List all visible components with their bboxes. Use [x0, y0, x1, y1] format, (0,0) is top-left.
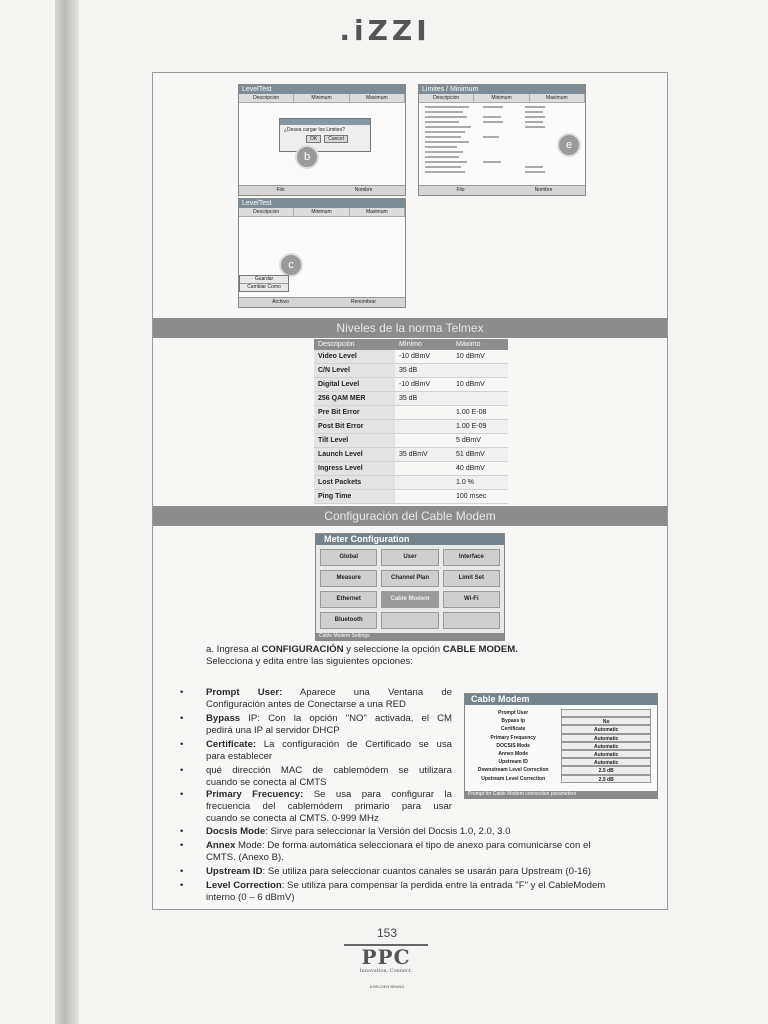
- footer-name[interactable]: Nombre: [534, 187, 553, 193]
- table-cell: 35 dB: [395, 392, 452, 406]
- cable-modem-title: Cable Modem: [465, 694, 657, 705]
- footer-file[interactable]: Filo: [456, 187, 465, 193]
- callout-marker: b: [295, 145, 319, 169]
- table-row: [314, 476, 508, 490]
- meter-button[interactable]: Channel Plan: [381, 570, 438, 587]
- context-menu: [239, 275, 289, 292]
- table-cell: 5 dBmV: [452, 434, 508, 448]
- table-cell: 10 dBmV: [452, 378, 508, 392]
- col-maximum: Maximum: [350, 94, 405, 102]
- cable-modem-row: [465, 750, 657, 758]
- setting-label: DOCSIS Mode: [496, 742, 530, 749]
- meter-button[interactable]: Wi-Fi: [443, 591, 500, 608]
- meter-configuration-panel: [315, 533, 505, 641]
- meter-button[interactable]: Interface: [443, 549, 500, 566]
- option-description: Mode: De forma automática seleccionara el tipo de anexo para comunicarse con el: [235, 840, 591, 851]
- setting-value[interactable]: 2.5 dB: [561, 775, 651, 783]
- cable-modem-rows: [465, 709, 657, 783]
- meter-button[interactable]: Cable Modem: [381, 591, 438, 608]
- menu-item-save-as[interactable]: Cambiar Como: [247, 284, 281, 290]
- meter-title: Meter Configuration: [316, 534, 504, 545]
- table-row: [314, 462, 508, 476]
- table-cell: [395, 490, 452, 504]
- meter-button[interactable]: Global: [320, 549, 377, 566]
- setting-label: Certificate: [500, 726, 526, 733]
- cancel-button[interactable]: Cancel: [324, 135, 348, 143]
- setting-value[interactable]: Automatic: [561, 725, 651, 733]
- table-cell: [395, 434, 452, 448]
- option-line: [206, 866, 591, 878]
- instruction-line-1: [206, 644, 518, 656]
- screenshot-level-test-menu: [238, 198, 406, 308]
- option-line: [206, 713, 452, 725]
- table-row: [314, 490, 508, 504]
- ppc-logo: [344, 944, 428, 982]
- option-line: [206, 880, 605, 892]
- window-title: LevelTest: [239, 199, 405, 208]
- table-cell: 35 dB: [395, 364, 452, 378]
- meter-button[interactable]: Ethernet: [320, 591, 377, 608]
- dialog-message: ¿Desea cargar los Limites?: [284, 127, 345, 133]
- section-band-limits: Niveles de la norma Telmex: [153, 318, 667, 338]
- meter-button-grid: [316, 545, 504, 633]
- table-cell: [395, 462, 452, 476]
- table-row: [314, 448, 508, 462]
- table-cell: 40 dBmV: [452, 462, 508, 476]
- option-term: Prompt User:: [206, 687, 283, 698]
- table-row: [314, 434, 508, 448]
- meter-button[interactable]: User: [381, 549, 438, 566]
- setting-value[interactable]: No: [561, 717, 651, 725]
- option-line: [206, 751, 452, 763]
- instruction-bold: CONFIGURACIÓN: [261, 644, 344, 655]
- option-description: cuando se conecta al CMTS. 0-999 MHz: [206, 813, 379, 824]
- limits-table-body: [314, 350, 508, 504]
- col-minimum: Minimum: [294, 94, 349, 102]
- table-cell: C/N Level: [314, 364, 395, 378]
- option-line: [206, 725, 452, 737]
- instruction-text: a. Ingresa al: [206, 644, 262, 655]
- callout-marker: e: [557, 133, 581, 157]
- setting-value[interactable]: [561, 709, 651, 717]
- col-description: Descripcion: [239, 208, 294, 216]
- setting-label: Upstream Level Correction: [481, 775, 546, 782]
- window-title: LevelTest: [239, 85, 405, 94]
- limits-table: [314, 339, 508, 504]
- table-cell: Digital Level: [314, 378, 395, 392]
- table-row: [314, 392, 508, 406]
- table-cell: 1.0 %: [452, 476, 508, 490]
- col-maximum: Maximum: [530, 94, 585, 102]
- option-line: [206, 777, 452, 789]
- cable-modem-row: [465, 758, 657, 766]
- option-description: cuando se conecta al CMTS: [206, 777, 327, 788]
- table-row: [314, 420, 508, 434]
- footer-name[interactable]: Nombre: [354, 187, 373, 193]
- cable-modem-row: [465, 766, 657, 774]
- meter-button[interactable]: [443, 612, 500, 629]
- header-minimum: Mínimo: [395, 339, 452, 350]
- option-description: Se usa para configurar la: [303, 789, 452, 800]
- cable-modem-row: [465, 734, 657, 742]
- setting-value[interactable]: Automatic: [561, 750, 651, 758]
- screenshot-limits-list: [418, 84, 586, 196]
- table-cell: 256 QAM MER: [314, 392, 395, 406]
- option-term: Level Correction: [206, 880, 282, 891]
- cable-modem-row: [465, 775, 657, 783]
- cable-modem-row: [465, 742, 657, 750]
- cable-modem-footer: Prompt for Cable Modem connection parameters: [465, 791, 657, 798]
- col-maximum: Maximum: [350, 208, 405, 216]
- meter-button[interactable]: Measure: [320, 570, 377, 587]
- table-cell: 1.00 E-09: [452, 420, 508, 434]
- cable-modem-row: [465, 709, 657, 717]
- window-title: Limites / Minimum: [419, 85, 585, 94]
- option-line: [206, 699, 452, 711]
- header-maximum: Máximo: [452, 339, 508, 350]
- option-description: Configuración antes de Conectarse a una RED: [206, 699, 406, 710]
- option-description: La configuración de Certificado se usa: [256, 739, 452, 750]
- option-term: Certificate:: [206, 739, 257, 750]
- meter-status: Cable Modem Settings: [316, 633, 504, 640]
- option-term: Primary Frecuency:: [206, 789, 304, 800]
- setting-label: Primary Frequency: [490, 734, 536, 741]
- table-cell: -10 dBmV: [395, 378, 452, 392]
- menu-item-save[interactable]: Guardar: [240, 276, 288, 284]
- table-cell: Lost Packets: [314, 476, 395, 490]
- option-line: [206, 789, 452, 801]
- option-line: [206, 892, 295, 904]
- confirm-dialog: [279, 118, 371, 152]
- instruction-bold: CABLE MODEM.: [442, 644, 518, 655]
- setting-value[interactable]: Automatic: [561, 758, 651, 766]
- callout-marker: c: [279, 253, 303, 277]
- option-line: [206, 739, 452, 751]
- page-number: 153: [376, 926, 398, 940]
- setting-label: Upstream ID: [498, 759, 528, 766]
- option-line: [206, 826, 511, 838]
- cable-modem-row: [465, 717, 657, 725]
- option-line: [206, 687, 452, 699]
- option-term: Docsis Mode: [206, 826, 266, 837]
- table-row: [314, 406, 508, 420]
- table-cell: [395, 420, 452, 434]
- column-headers: [239, 94, 405, 103]
- logo-wordmark: PPC: [361, 945, 411, 969]
- izzi-logo: .iZZI: [339, 14, 431, 47]
- table-cell: [452, 364, 508, 378]
- table-cell: 1.00 E-08: [452, 406, 508, 420]
- setting-label: Bypass Ip: [501, 718, 525, 725]
- footer-file[interactable]: Archivo: [272, 299, 289, 305]
- window-footer: [239, 185, 405, 195]
- table-row: [314, 364, 508, 378]
- table-cell: 35 dBmV: [395, 448, 452, 462]
- option-line: [206, 840, 591, 852]
- belden-tag: A BELDEN BRAND: [369, 984, 405, 989]
- screenshot-level-test-dialog: [238, 84, 406, 196]
- table-cell: Launch Level: [314, 448, 395, 462]
- option-description: qué dirección MAC de cablemódem se utilizara: [206, 765, 452, 776]
- option-description: : Sirve para seleccionar la Versión del Docsis 1.0, 2.0, 3.0: [265, 826, 511, 837]
- option-description: : Se utiliza para seleccionar cuantos canales se usarán para Upstream (0-16): [262, 866, 592, 877]
- meter-button[interactable]: Bluetooth: [320, 612, 377, 629]
- table-cell: 51 dBmV: [452, 448, 508, 462]
- column-headers: [419, 94, 585, 103]
- setting-label: Downstream Level Correction: [477, 767, 549, 774]
- window-footer: [419, 185, 585, 195]
- setting-value[interactable]: Automatic: [561, 742, 651, 750]
- setting-label: Prompt User: [498, 710, 529, 716]
- setting-value[interactable]: Automatic: [561, 734, 651, 742]
- option-line: [206, 765, 452, 777]
- ok-button[interactable]: OK: [306, 135, 321, 143]
- meter-button[interactable]: Limit Set: [443, 570, 500, 587]
- option-description: para establecer: [206, 751, 273, 762]
- cable-modem-panel: [464, 693, 658, 799]
- setting-value[interactable]: 2.5 dB: [561, 766, 651, 774]
- instruction-text: y seleccione la opción: [343, 644, 443, 655]
- option-description: Aparece una Ventana de: [282, 687, 452, 698]
- option-description: IP: Con la opción "NO" activada, el CM: [240, 713, 452, 724]
- table-cell: [395, 406, 452, 420]
- option-term: Annex: [206, 840, 236, 851]
- logo-tagline: Innovation. Connect.: [359, 968, 413, 974]
- table-cell: Video Level: [314, 350, 395, 364]
- option-line: [206, 852, 284, 864]
- option-line: [206, 801, 452, 813]
- page-binding-shadow: [55, 0, 79, 1024]
- col-minimum: Minimum: [294, 208, 349, 216]
- header-description: Descripción: [314, 339, 395, 350]
- table-cell: Post Bit Error: [314, 420, 395, 434]
- table-cell: 100 msec: [452, 490, 508, 504]
- option-term: Upstream ID: [206, 866, 263, 877]
- option-term: Bypass: [206, 713, 241, 724]
- table-cell: [452, 392, 508, 406]
- section-band-config: Configuración del Cable Modem: [153, 506, 667, 526]
- table-cell: Ingress Level: [314, 462, 395, 476]
- footer-rename[interactable]: Renombrar: [350, 299, 376, 305]
- column-headers: [239, 208, 405, 217]
- col-minimum: Minimum: [474, 94, 529, 102]
- window-footer: [239, 297, 405, 307]
- option-description: frecuencia del cablemódem primario para usar: [206, 801, 452, 812]
- footer-file[interactable]: Filo: [276, 187, 285, 193]
- table-row: [314, 378, 508, 392]
- instruction-line-2: Selecciona y edita entre las siguientes opciones:: [206, 656, 413, 667]
- option-description: interno (0 – 6 dBmV): [206, 892, 295, 903]
- option-description: CMTS. (Anexo B).: [206, 852, 284, 863]
- setting-label: Annex Mode: [498, 750, 529, 757]
- meter-button[interactable]: [381, 612, 438, 629]
- option-line: [206, 813, 452, 825]
- table-cell: Tilt Level: [314, 434, 395, 448]
- table-cell: Pre Bit Error: [314, 406, 395, 420]
- table-cell: 10 dBmV: [452, 350, 508, 364]
- table-cell: Ping Time: [314, 490, 395, 504]
- cable-modem-row: [465, 725, 657, 733]
- option-description: pedirá una IP al servidor DHCP: [206, 725, 340, 736]
- col-description: Descripcion: [239, 94, 294, 102]
- col-description: Descripcion: [419, 94, 474, 102]
- table-cell: -10 dBmV: [395, 350, 452, 364]
- option-description: : Se utiliza para compensar la perdida entre la entrada "F" y el CableModem: [281, 880, 606, 891]
- table-row: [314, 350, 508, 364]
- table-cell: [395, 476, 452, 490]
